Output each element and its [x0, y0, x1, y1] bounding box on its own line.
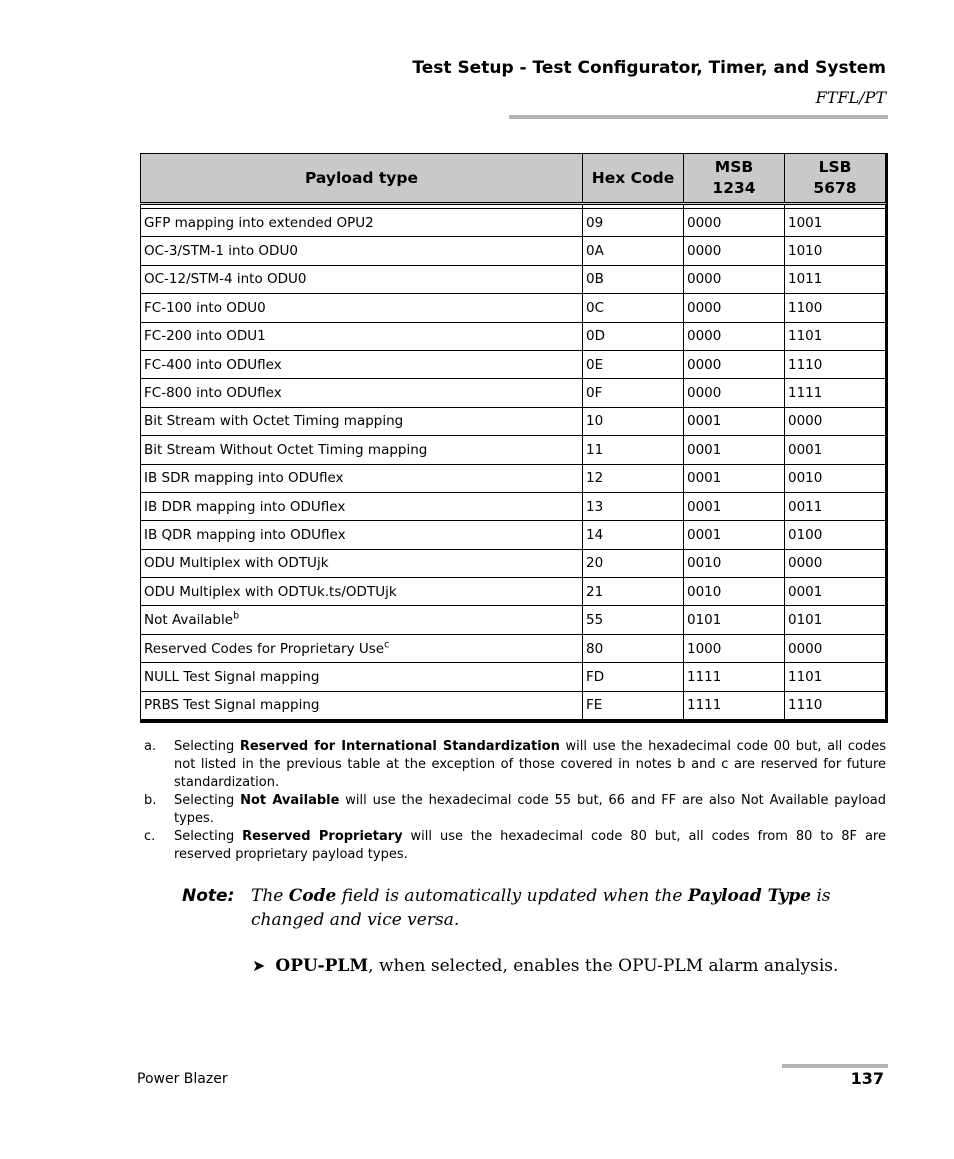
col-header-payload-type: Payload type — [141, 154, 583, 204]
hex-code-cell — [583, 606, 684, 634]
hex-code-cell — [583, 350, 684, 378]
msb-cell-text: 0001 — [687, 526, 722, 543]
arrow-bullet-icon: ➤ — [252, 956, 266, 975]
bullet-item-opu-plm — [252, 956, 838, 976]
payload-type-cell-text: ODU Multiplex with ODTUjk — [144, 555, 329, 572]
payload-type-cell — [141, 265, 583, 293]
msb-cell — [684, 606, 785, 634]
col-header-lsb-label: LSB — [818, 158, 852, 176]
msb-cell-text: 1111 — [687, 697, 722, 714]
msb-cell-text: 0000 — [687, 328, 722, 345]
payload-type-cell-text: IB DDR mapping into ODUflex — [144, 498, 346, 515]
msb-cell — [684, 521, 785, 549]
msb-cell-text: 0000 — [687, 271, 722, 288]
lsb-cell-text: 1101 — [788, 328, 823, 345]
footer-product-name: Power Blazer — [137, 1071, 228, 1087]
msb-cell-text: 0000 — [687, 243, 722, 260]
msb-cell — [684, 265, 785, 293]
table-row — [141, 634, 886, 662]
msb-cell — [684, 350, 785, 378]
footnote-a: a. Selecting Reserved for International Standardization will use the hexadecimal code 00 but, all codes not listed in the previous table at the exception of those covered in notes b and c are reserved for future standardization. — [144, 739, 886, 790]
payload-type-cell — [141, 464, 583, 492]
hex-code-cell — [583, 492, 684, 520]
hex-code-cell-text: 0A — [586, 243, 604, 260]
lsb-cell-text: 1110 — [788, 356, 823, 373]
payload-type-cell — [141, 691, 583, 719]
payload-type-cell — [141, 521, 583, 549]
hex-code-cell — [583, 578, 684, 606]
page-header-subtitle: FTFL/PT — [815, 88, 886, 107]
bullet-term: OPU-PLM — [275, 956, 369, 976]
hex-code-cell-text: 0C — [586, 299, 605, 316]
lsb-cell — [785, 265, 886, 293]
hex-code-cell — [583, 407, 684, 435]
hex-code-cell-text: FE — [586, 697, 603, 714]
payload-type-cell-text: Not Available — [144, 612, 234, 629]
footnote-letter: a. — [144, 739, 157, 754]
table-row — [141, 549, 886, 577]
lsb-cell — [785, 436, 886, 464]
msb-cell — [684, 294, 785, 322]
payload-type-cell — [141, 492, 583, 520]
lsb-cell — [785, 294, 886, 322]
lsb-cell-text: 0011 — [788, 498, 823, 515]
lsb-cell-text: 0001 — [788, 583, 823, 600]
payload-type-cell — [141, 209, 583, 237]
footnote-term: Reserved for International Standardization — [239, 739, 560, 754]
lsb-cell — [785, 209, 886, 237]
hex-code-cell-text: 80 — [586, 640, 604, 657]
hex-code-cell-text: 09 — [586, 214, 604, 231]
msb-cell-text: 0101 — [687, 612, 722, 629]
msb-cell — [684, 209, 785, 237]
lsb-cell-text: 1011 — [788, 271, 823, 288]
lsb-cell — [785, 407, 886, 435]
table-row — [141, 436, 886, 464]
msb-cell-text: 0010 — [687, 555, 722, 572]
msb-cell-text: 0000 — [687, 356, 722, 373]
hex-code-cell-text: 55 — [586, 612, 604, 629]
lsb-cell-text: 0000 — [788, 413, 823, 430]
lsb-cell — [785, 350, 886, 378]
msb-cell-text: 0000 — [687, 214, 722, 231]
payload-type-cell-text: PRBS Test Signal mapping — [144, 697, 320, 714]
table-header — [141, 154, 886, 204]
hex-code-cell — [583, 209, 684, 237]
lsb-cell — [785, 521, 886, 549]
msb-cell — [684, 578, 785, 606]
hex-code-cell — [583, 549, 684, 577]
payload-type-cell-text: FC-800 into ODUflex — [144, 385, 282, 402]
lsb-cell-text: 1101 — [788, 668, 823, 685]
payload-type-cell — [141, 407, 583, 435]
hex-code-cell-text: FD — [586, 668, 605, 685]
lsb-cell-text: 1111 — [788, 385, 823, 402]
payload-type-cell-text: OC-3/STM-1 into ODU0 — [144, 243, 298, 260]
table-body — [141, 204, 886, 720]
msb-cell — [684, 407, 785, 435]
hex-code-cell — [583, 265, 684, 293]
hex-code-cell — [583, 464, 684, 492]
hex-code-cell-text: 14 — [586, 526, 604, 543]
lsb-cell-text: 0101 — [788, 612, 823, 629]
hex-code-cell-text: 11 — [586, 441, 604, 458]
col-header-lsb — [785, 154, 886, 204]
payload-type-cell — [141, 578, 583, 606]
lsb-cell — [785, 549, 886, 577]
footnote-c: c. Selecting Reserved Proprietary will use the hexadecimal code 80 but, all codes from 80 to 8F are reserved proprietary payload types. — [144, 829, 886, 862]
payload-type-cell-text: ODU Multiplex with ODTUk.ts/ODTUjk — [144, 583, 397, 600]
col-header-msb-label: MSB — [714, 158, 754, 176]
payload-type-cell — [141, 634, 583, 662]
msb-cell-text: 0001 — [687, 470, 722, 487]
payload-type-cell-text: OC-12/STM-4 into ODU0 — [144, 271, 307, 288]
footnote-b: b. Selecting Not Available will use the hexadecimal code 55 but, 66 and FF are also Not Available payload types. — [144, 793, 886, 826]
msb-cell — [684, 691, 785, 719]
table-row — [141, 209, 886, 237]
payload-type-cell — [141, 606, 583, 634]
payload-type-cell-text: FC-400 into ODUflex — [144, 356, 282, 373]
msb-cell-text: 0000 — [687, 385, 722, 402]
msb-cell-text: 1000 — [687, 640, 722, 657]
page-header-title: Test Setup - Test Configurator, Timer, and System — [412, 58, 886, 78]
msb-cell — [684, 492, 785, 520]
lsb-cell — [785, 691, 886, 719]
lsb-cell-text: 1110 — [788, 697, 823, 714]
hex-code-cell — [583, 521, 684, 549]
msb-cell-text: 0010 — [687, 583, 722, 600]
msb-cell — [684, 379, 785, 407]
table-row — [141, 691, 886, 719]
lsb-cell — [785, 379, 886, 407]
hex-code-cell-text: 12 — [586, 470, 604, 487]
hex-code-cell — [583, 294, 684, 322]
table-row — [141, 578, 886, 606]
col-header-msb-bits: 1234 — [712, 179, 756, 197]
payload-type-cell — [141, 322, 583, 350]
table-row — [141, 663, 886, 691]
footnote-ref: b — [233, 610, 240, 622]
msb-cell-text: 1111 — [687, 668, 722, 685]
footer-rule — [782, 1064, 888, 1068]
hex-code-cell — [583, 663, 684, 691]
hex-code-cell — [583, 436, 684, 464]
lsb-cell-text: 0010 — [788, 470, 823, 487]
lsb-cell — [785, 464, 886, 492]
payload-type-cell — [141, 549, 583, 577]
payload-type-cell — [141, 237, 583, 265]
payload-type-cell-text: FC-200 into ODU1 — [144, 328, 266, 345]
hex-code-cell — [583, 322, 684, 350]
payload-type-cell — [141, 379, 583, 407]
payload-type-cell-text: Reserved Codes for Proprietary Use — [144, 640, 385, 657]
table-row — [141, 237, 886, 265]
lsb-cell-text: 0000 — [788, 555, 823, 572]
lsb-cell-text: 0001 — [788, 441, 823, 458]
bullet-text: , when selected, enables the OPU-PLM alarm analysis. — [368, 956, 839, 976]
hex-code-cell-text: 13 — [586, 498, 604, 515]
footnote-term: Reserved Proprietary — [242, 829, 403, 844]
msb-cell — [684, 436, 785, 464]
lsb-cell — [785, 492, 886, 520]
payload-type-table — [140, 153, 886, 720]
table-row — [141, 521, 886, 549]
hex-code-cell — [583, 379, 684, 407]
payload-type-cell — [141, 663, 583, 691]
msb-cell — [684, 322, 785, 350]
payload-type-cell-text: NULL Test Signal mapping — [144, 668, 320, 685]
msb-cell-text: 0001 — [687, 441, 722, 458]
lsb-cell — [785, 578, 886, 606]
msb-cell-text: 0001 — [687, 498, 722, 515]
footnote-term: Not Available — [240, 793, 340, 808]
msb-cell-text: 0000 — [687, 299, 722, 316]
hex-code-cell-text: 20 — [586, 555, 604, 572]
col-header-msb — [684, 154, 785, 204]
lsb-cell — [785, 237, 886, 265]
payload-type-cell — [141, 436, 583, 464]
lsb-cell-text: 1010 — [788, 243, 823, 260]
payload-type-cell-text: FC-100 into ODU0 — [144, 299, 266, 316]
table-row — [141, 265, 886, 293]
lsb-cell — [785, 606, 886, 634]
lsb-cell-text: 1001 — [788, 214, 823, 231]
col-header-lsb-bits: 5678 — [813, 179, 857, 197]
col-header-hex-code: Hex Code — [583, 154, 684, 204]
payload-type-table-frame — [140, 153, 888, 723]
lsb-cell-text: 0000 — [788, 640, 823, 657]
msb-cell — [684, 634, 785, 662]
payload-type-cell-text: Bit Stream Without Octet Timing mapping — [144, 441, 428, 458]
payload-type-cell — [141, 350, 583, 378]
hex-code-cell-text: 21 — [586, 583, 604, 600]
hex-code-cell — [583, 634, 684, 662]
lsb-cell — [785, 634, 886, 662]
hex-code-cell — [583, 691, 684, 719]
table-row — [141, 492, 886, 520]
page-number: 137 — [850, 1069, 884, 1088]
hex-code-cell-text: 0B — [586, 271, 604, 288]
table-row — [141, 350, 886, 378]
msb-cell — [684, 464, 785, 492]
payload-type-cell — [141, 294, 583, 322]
lsb-cell — [785, 663, 886, 691]
lsb-cell-text: 0100 — [788, 526, 823, 543]
payload-type-cell-text: GFP mapping into extended OPU2 — [144, 214, 374, 231]
note-text: The Code field is automatically updated when the Payload Type is changed and vice versa. — [251, 886, 831, 930]
table-footnotes — [140, 738, 886, 864]
table-row — [141, 464, 886, 492]
table-row — [141, 322, 886, 350]
hex-code-cell-text: 10 — [586, 413, 604, 430]
payload-type-cell-text: Bit Stream with Octet Timing mapping — [144, 413, 404, 430]
msb-cell — [684, 237, 785, 265]
msb-cell-text: 0001 — [687, 413, 722, 430]
footnote-ref: c — [384, 639, 390, 651]
payload-type-cell-text: IB QDR mapping into ODUflex — [144, 526, 346, 543]
hex-code-cell-text: 0F — [586, 385, 603, 402]
note-label: Note: — [182, 886, 235, 906]
table-row — [141, 606, 886, 634]
msb-cell — [684, 549, 785, 577]
payload-type-cell-text: IB SDR mapping into ODUflex — [144, 470, 344, 487]
hex-code-cell — [583, 237, 684, 265]
msb-cell — [684, 663, 785, 691]
lsb-cell — [785, 322, 886, 350]
footnote-letter: c. — [144, 829, 156, 844]
hex-code-cell-text: 0E — [586, 356, 604, 373]
lsb-cell-text: 1100 — [788, 299, 823, 316]
footnote-letter: b. — [144, 793, 157, 808]
header-rule — [509, 115, 888, 119]
table-row — [141, 379, 886, 407]
table-row — [141, 294, 886, 322]
hex-code-cell-text: 0D — [586, 328, 605, 345]
table-row — [141, 407, 886, 435]
